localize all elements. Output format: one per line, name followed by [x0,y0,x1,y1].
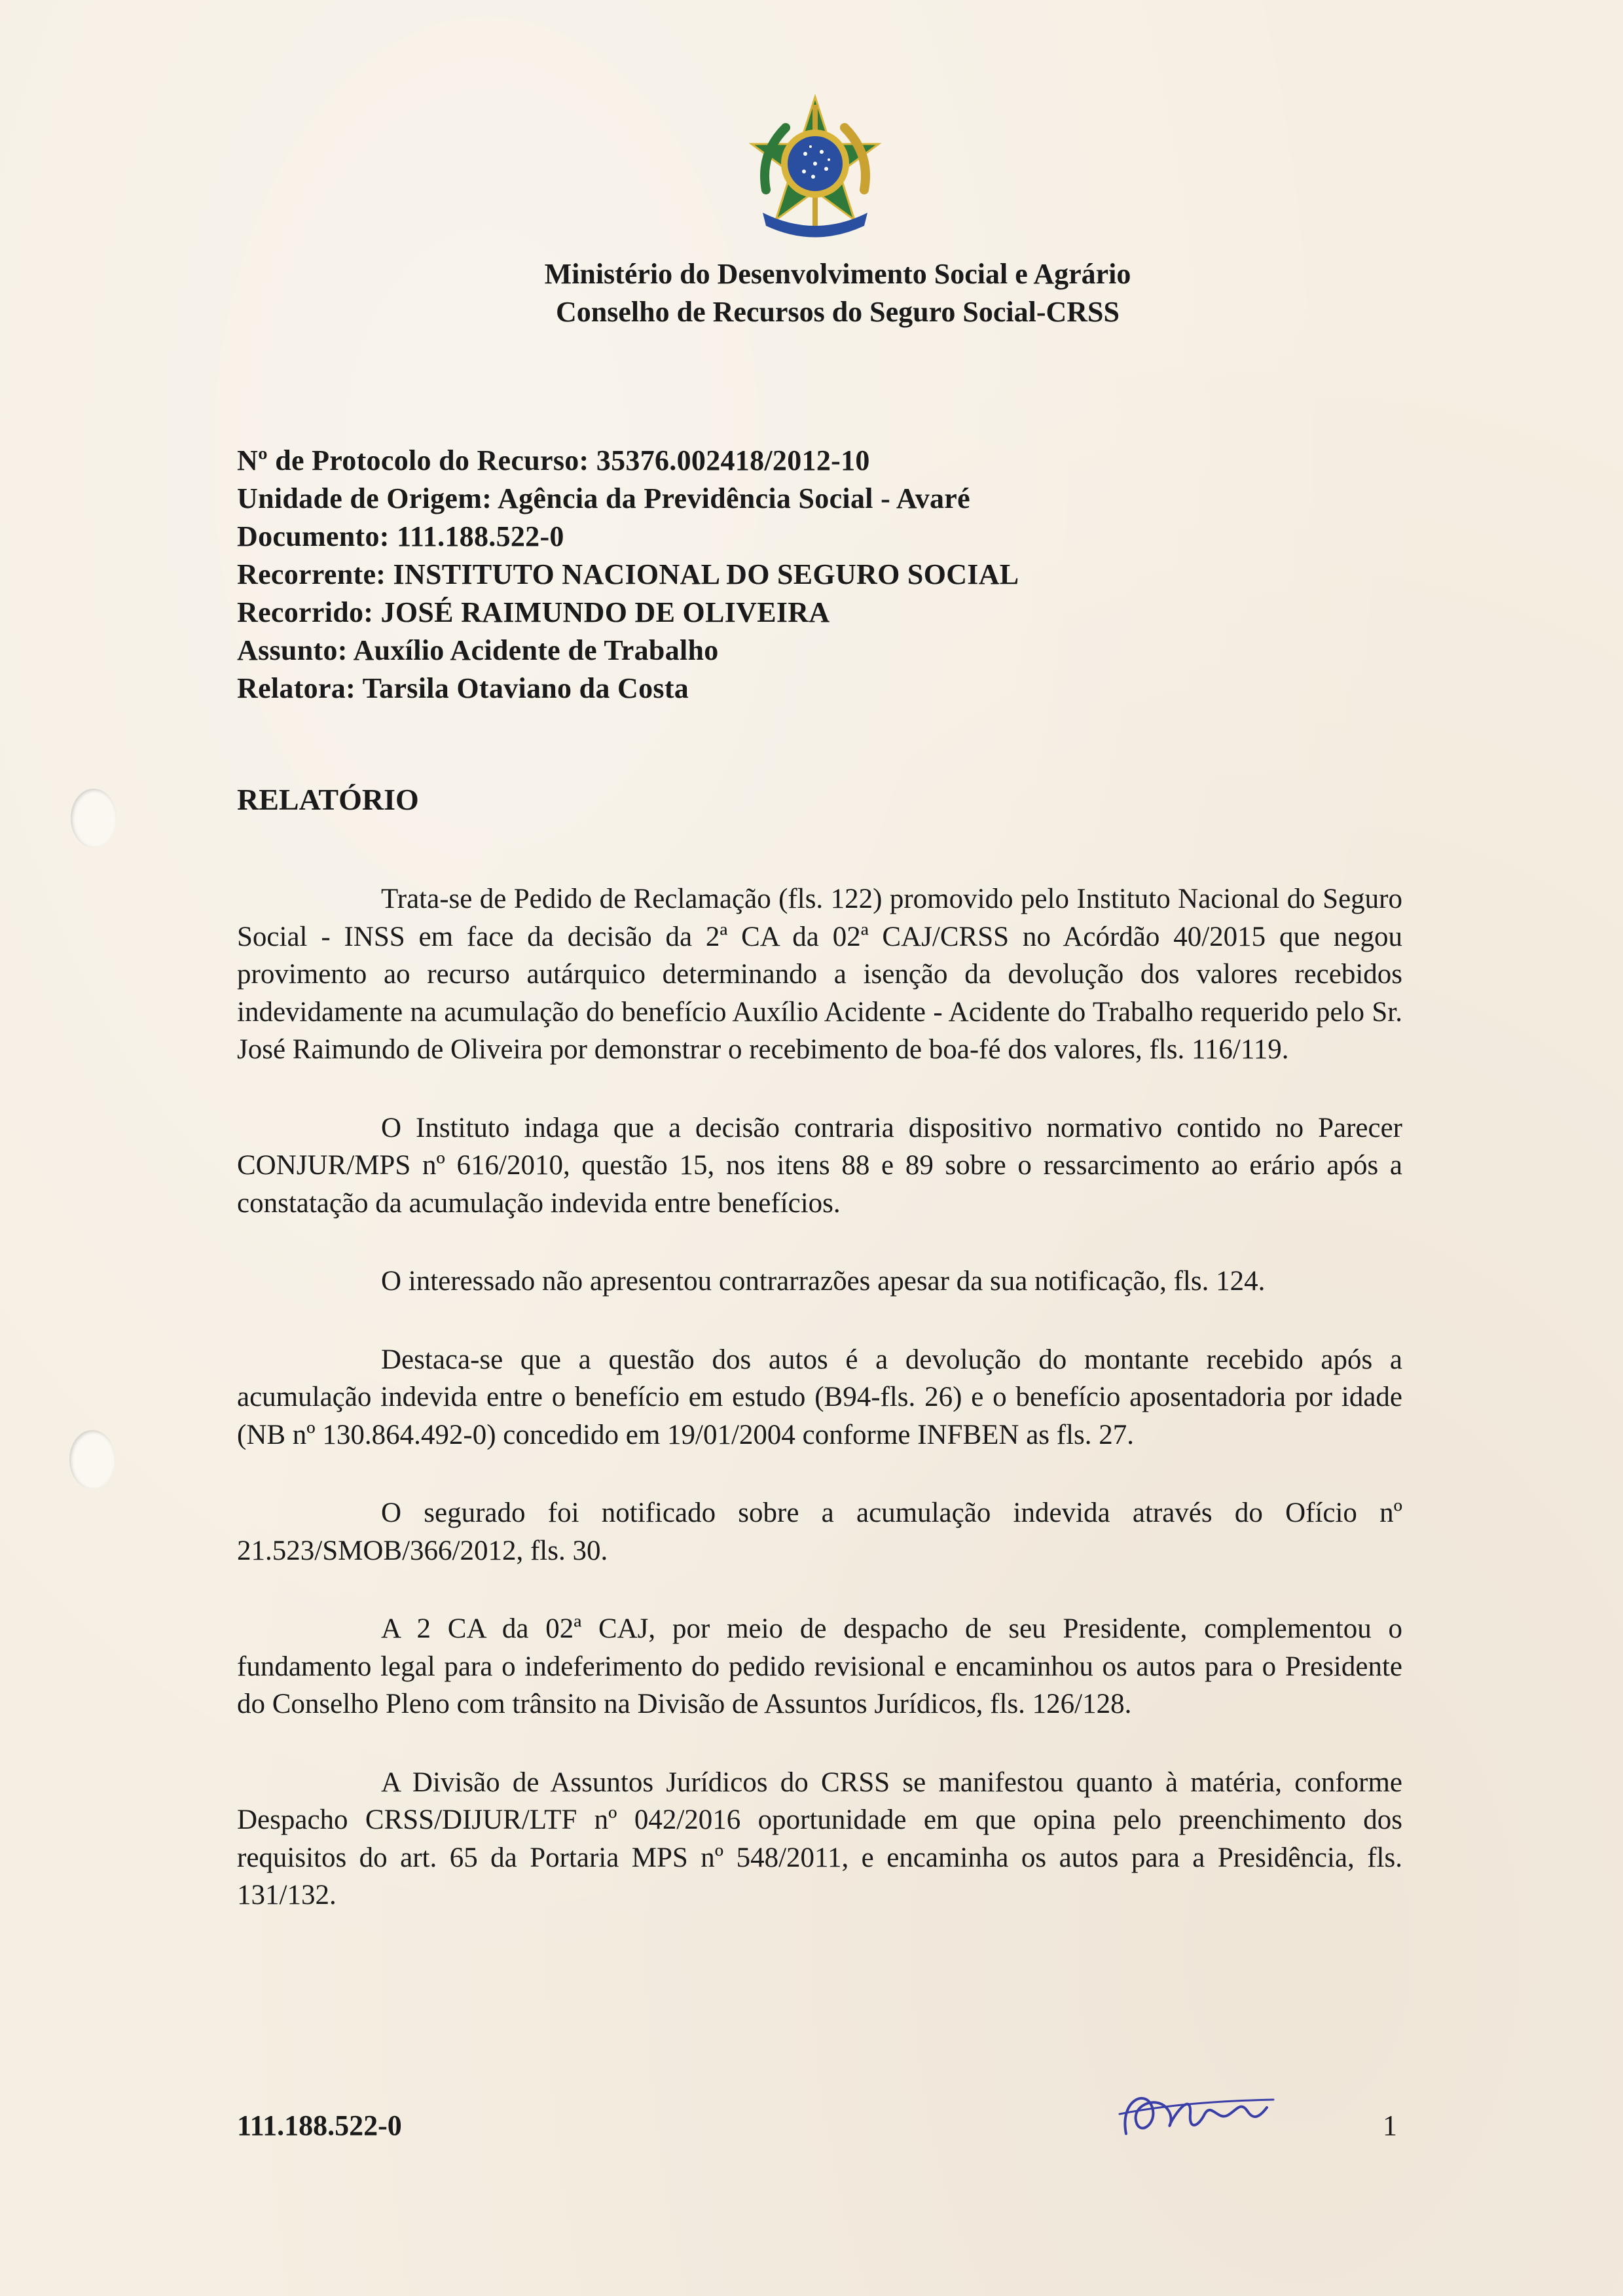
appellee: Recorrido: JOSÉ RAIMUNDO DE OLIVEIRA [237,596,830,628]
document-header [0,255,1623,331]
paragraph: Destaca-se que a questão dos autos é a devolução do montante recebido após a acumulação indevida entre o benefício em estudo (B94-fls. 26) e o benefício aposentadoria por idade (NB nº 130.864.492-0) concedido em 19/01/2004 conforme INFBEN as fls. 27. [237,1344,1402,1450]
punch-hole [69,1430,115,1489]
council-name: Conselho de Recursos do Seguro Social-CRSS [556,296,1120,328]
section-title: RELATÓRIO [237,783,419,816]
case-metadata [237,442,1019,708]
subject: Assunto: Auxílio Acidente de Trabalho [237,634,719,666]
paragraph: A Divisão de Assuntos Jurídicos do CRSS se manifestou quanto à matéria, conforme Despacho CRSS/DIJUR/LTF nº 042/2016 oportunidade em que opina pelo preenchimento dos requisitos do art. 65 da Portaria MPS nº 548/2011, e encaminha os autos para a Presidência, fls. 131/132. [237,1767,1402,1910]
footer-document-number: 111.188.522-0 [237,2109,402,2142]
paragraph: O segurado foi notificado sobre a acumulação indevida através do Ofício nº 21.523/SMOB/366/2012, fls. 30. [237,1498,1402,1566]
paragraph: O interessado não apresentou contrarrazões apesar da sua notificação, fls. 124. [381,1266,1266,1297]
coat-of-arms-emblem [740,92,890,242]
origin-unit: Unidade de Origem: Agência da Previdência Social - Avaré [237,482,970,514]
paragraph: O Instituto indaga que a decisão contraria dispositivo normativo contido no Parecer CONJUR/MPS nº 616/2010, questão 15, nos itens 88 e 89 sobre o ressarcimento ao erário após a constatação da acumulação indevida entre benefícios. [237,1112,1402,1219]
handwritten-signature [1106,2075,1283,2153]
appellant: Recorrente: INSTITUTO NACIONAL DO SEGURO SOCIAL [237,558,1019,590]
report-body [237,880,1402,1955]
punch-hole [71,789,117,848]
ministry-name: Ministério do Desenvolvimento Social e Agrário [544,258,1131,290]
paragraph: Trata-se de Pedido de Reclamação (fls. 122) promovido pelo Instituto Nacional do Seguro Social - INSS em face da decisão da 2ª CA da 02ª CAJ/CRSS no Acórdão 40/2015 que negou provimento ao recurso autárquico determinando a isenção da devolução dos valores recebidos indevidamente na acumulação do benefício Auxílio Acidente - Acidente do Trabalho requerido pelo Sr. José Raimundo de Oliveira por demonstrar o recebimento de boa-fé dos valores, fls. 116/119. [237,884,1402,1065]
document-number: Documento: 111.188.522-0 [237,520,564,552]
rapporteur: Relatora: Tarsila Otaviano da Costa [237,672,689,704]
paragraph: A 2 CA da 02ª CAJ, por meio de despacho de seu Presidente, complementou o fundamento legal para o indeferimento do pedido revisional e encaminhou os autos para o Presidente do Conselho Pleno com trânsito na Divisão de Assuntos Jurídicos, fls. 126/128. [237,1613,1402,1719]
page-number: 1 [1383,2109,1397,2142]
protocol-number: Nº de Protocolo do Recurso: 35376.002418/2012-10 [237,444,870,476]
